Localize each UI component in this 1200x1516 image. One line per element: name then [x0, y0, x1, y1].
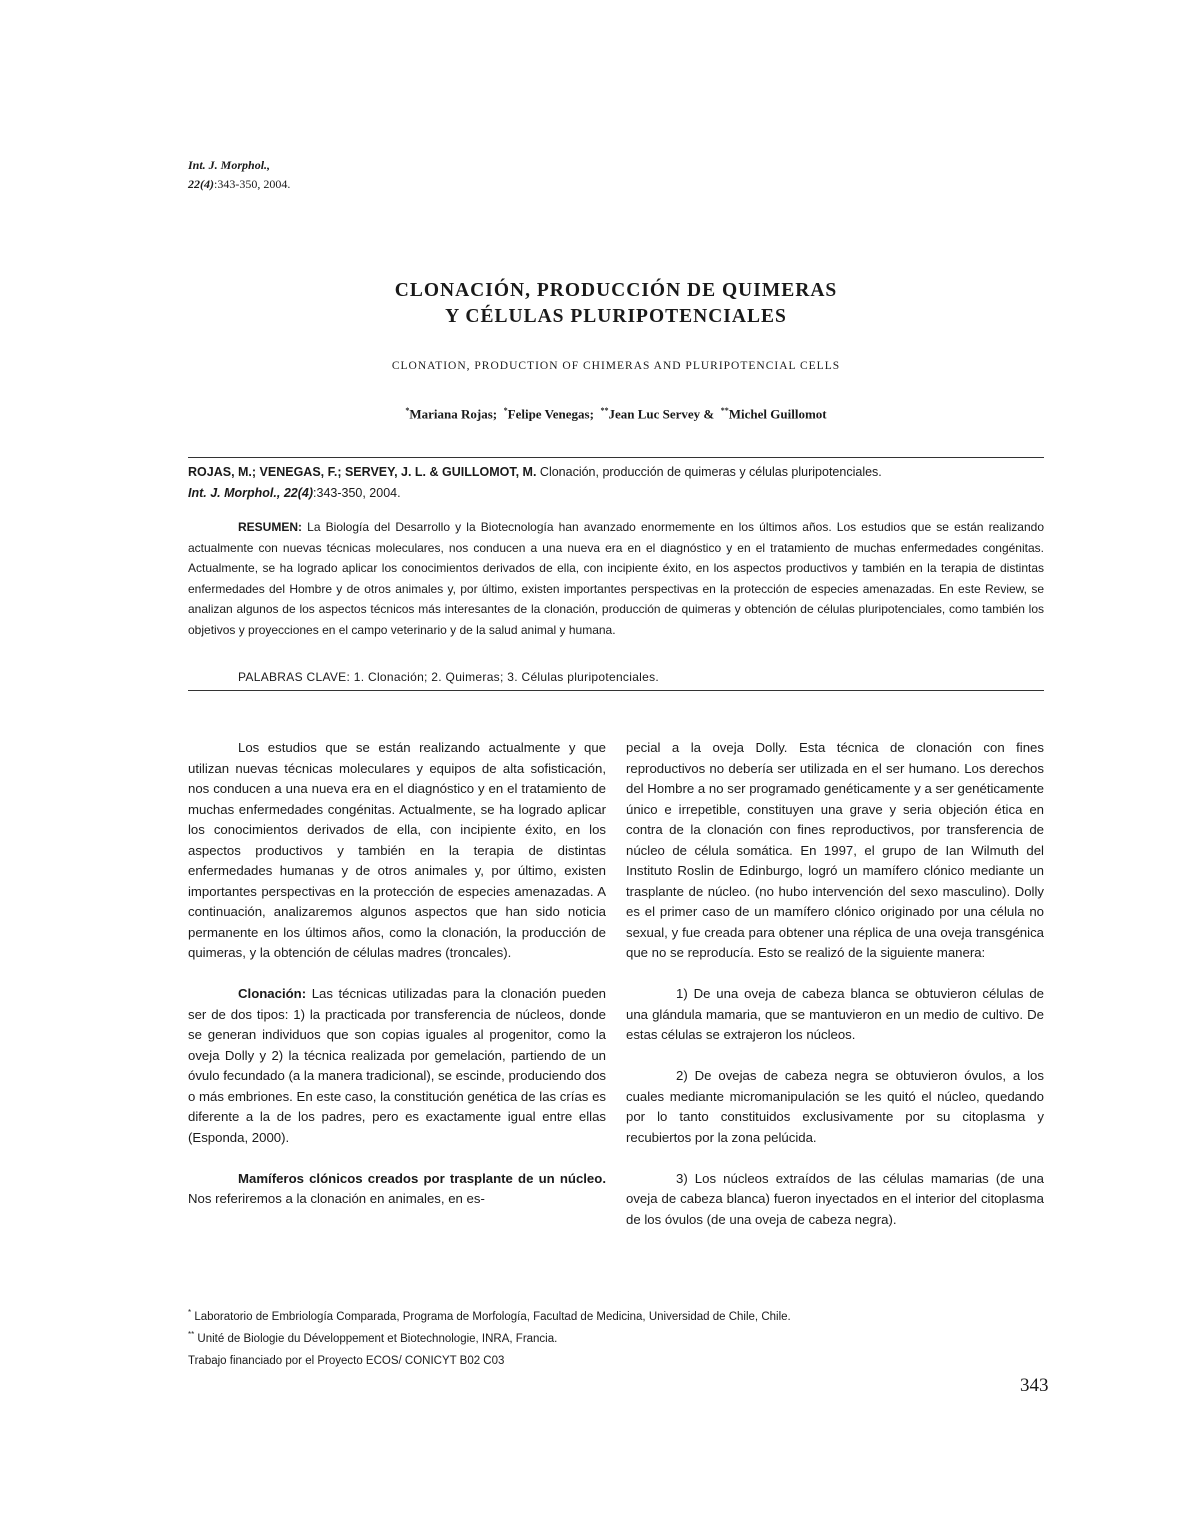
citation-journal: Int. J. Morphol., 22(4): [188, 486, 314, 500]
citation-block: [188, 462, 1044, 504]
article-title: [0, 278, 1200, 330]
step-1-paragraph: 1) De una oveja de cabeza blanca se obtuvieron células de una glándula mamaria, que se mantuvieron en un medio de cultivo. De estas células se extrajeron los núcleos.: [626, 986, 1044, 1042]
author-4-affiliation-mark: **: [720, 406, 729, 415]
page-number: 343: [1020, 1375, 1049, 1396]
author-2-affiliation-mark: *: [503, 406, 508, 415]
step-2-paragraph: 2) De ovejas de cabeza negra se obtuvieron óvulos, a los cuales mediante micromanipulación se les quitó el núcleo, quedando por lo tanto constituidos exclusivamente por su citoplasma y recubiertos por la zona pelúcida.: [626, 1068, 1044, 1145]
body-column-left: [188, 738, 606, 1230]
mamiferos-paragraph: [188, 1169, 606, 1210]
mamiferos-heading: Mamíferos clónicos creados por trasplante de un núcleo.: [238, 1170, 606, 1186]
clonacion-paragraph: [188, 984, 606, 1148]
journal-volume: 22(4): [188, 177, 214, 191]
title-line-2: Y CÉLULAS PLURIPOTENCIALES: [445, 306, 787, 327]
dolly-paragraph: pecial a la oveja Dolly. Esta técnica de clonación con fines reproductivos no debería ser utilizada en el ser humano. Los derechos del Hombre a no ser programado genéticamente y a ser genéticamente único e irrepetible, constituyen una grave y seria objeción ética en contra de la clonación con fines reproductivos, por transferencia de núcleo de célula somática. En 1997, el grupo de Ian Wilmuth del Instituto Roslin de Edinburgo, logró un mamífero clónico mediante un trasplante de núcleo. (no hubo intervención del sexo masculino). Dolly es el primer caso de un mamífero clónico originado por una célula no sexual, y fue creada para obtener una réplica de una oveja transgénica que no se reproducía. Esto se realizó de la siguiente manera:: [626, 740, 1044, 960]
citation-pages: :343-350, 2004.: [313, 486, 401, 500]
clonacion-text: Las técnicas utilizadas para la clonación pueden ser de dos tipos: 1) la practicada por transferencia de núcleos, donde se generan individuos que son copias iguales al progenitor, como la oveja Dolly y 2) la técnica realizada por gemelación, partiendo de un óvulo fecundado (a la manera tradicional), se escinde, produciendo dos o más embriones. En este caso, la constitución genética de las crías es diferente a la de los padres, pero es exactamente igual entre ellas (Esponda, 2000).: [188, 986, 606, 1145]
english-title: CLONATION, PRODUCTION OF CHIMERAS AND PLURIPOTENCIAL CELLS: [391, 360, 841, 372]
clonacion-heading: Clonación:: [238, 986, 307, 1001]
author-list: [0, 406, 1200, 422]
author-1-affiliation-mark: *: [405, 406, 410, 415]
journal-pages: :343-350, 2004.: [214, 177, 291, 191]
keywords: PALABRAS CLAVE: 1. Clonación; 2. Quimeras; 3. Células pluripotenciales.: [238, 670, 660, 684]
abstract: [188, 517, 1044, 640]
title-line-1: CLONACIÓN, PRODUCCIÓN DE QUIMERAS: [394, 280, 838, 301]
citation-authors: ROJAS, M.; VENEGAS, F.; SERVEY, J. L. & GUILLOMOT, M.: [188, 465, 537, 479]
intro-paragraph: Los estudios que se están realizando actualmente y que utilizan nuevas técnicas moleculares y equipos de alta sofisticación, nos conducen a una nueva era en el diagnóstico y en el tratamiento de muchas enfermedades congénitas. Actualmente, se ha logrado aplicar los conocimientos derivados de ella, con incipiente éxito, en los aspectos productivos y también en la terapia de distintas enfermedades humanas y de otros animales y, por último, existen importantes perspectivas en la protección de especies amenazadas. A continuación, analizaremos algunos aspectos que han sido noticia permanente en los últimos años, como la clonación, la producción de quimeras, y la obtención de células madres (troncales).: [188, 740, 606, 960]
footnote-1-mark: *: [188, 1308, 192, 1317]
abstract-text: La Biología del Desarrollo y la Biotecnología han avanzado enormemente en los últimos años. Los estudios que se están realizando actualmente con nuevas técnicas moleculares, nos conducen a una nueva era en el diagnóstico y en el tratamiento de muchas enfermedades congénitas. Actualmente, se ha logrado aplicar los conocimientos derivados de ella, con incipiente éxito, en los aspectos productivos y también en la terapia de distintas enfermedades del Hombre y de otros animales y, por último, existen importantes perspectivas en la protección de especies amenazadas. En este Review, se analizan algunos de los aspectos técnicos más interesantes de la clonación, producción de quimeras y obtención de células pluripotenciales, como también los objetivos y proyecciones en el campo veterinario y de la salud animal y humana.: [188, 520, 1044, 637]
author-3: Jean Luc Servey &: [608, 406, 715, 422]
journal-reference: [188, 156, 290, 194]
step-3-paragraph: 3) Los núcleos extraídos de las células mamarias (de una oveja de cabeza blanca) fueron inyectados en el interior del citoplasma de los óvulos (de una oveja de cabeza negra).: [626, 1170, 1044, 1227]
bottom-divider: [188, 690, 1044, 691]
footnote-3: Trabajo financiado por el Proyecto ECOS/ CONICYT B02 C03: [188, 1354, 505, 1367]
body-column-right: [626, 738, 1044, 1251]
footnotes: [188, 1304, 1048, 1369]
footnote-1: * Laboratorio de Embriología Comparada, Programa de Morfología, Facultad de Medicina, Universidad de Chile, Chile.: [188, 1308, 791, 1323]
mamiferos-text: Nos referiremos a la clonación en animales, en es-: [188, 1191, 485, 1206]
citation-title: Clonación, producción de quimeras y células pluripotenciales.: [536, 465, 882, 479]
author-1: Mariana Rojas;: [409, 406, 498, 422]
author-3-affiliation-mark: **: [600, 406, 609, 415]
author-4: Michel Guillomot: [728, 406, 827, 422]
footnote-2-mark: **: [188, 1329, 195, 1339]
top-divider: [188, 457, 1044, 458]
abstract-label: RESUMEN:: [238, 520, 303, 534]
footnote-2: ** Unité de Biologie du Développement et Biotechnologie, INRA, Francia.: [188, 1329, 558, 1345]
journal-name: Int. J. Morphol.,: [188, 158, 271, 172]
author-2: Felipe Venegas;: [507, 406, 594, 422]
